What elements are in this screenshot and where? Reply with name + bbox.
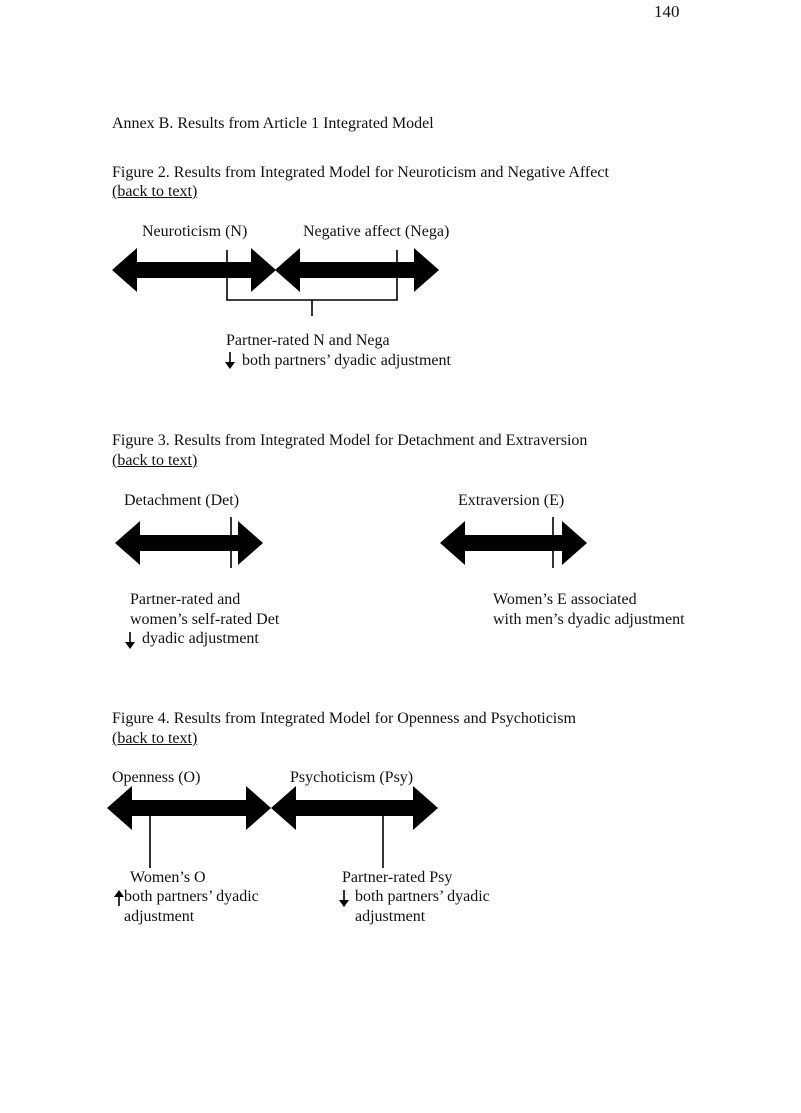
figure2-neuroticism-label: Neuroticism (N) [142, 223, 248, 240]
page-number: 140 [654, 2, 680, 21]
figure3-left-note-line3: dyadic adjustment [142, 630, 259, 647]
figure4-left-note-line3: adjustment [124, 908, 195, 925]
figure3-left-note-line2: women’s self-rated Det [130, 611, 280, 628]
figure4-right-note-line1: Partner-rated Psy [342, 869, 453, 886]
figure2-negative-affect-label: Negative affect (Nega) [303, 223, 450, 240]
figure4-openness-label: Openness (O) [112, 769, 201, 786]
figure3-back-link[interactable]: (back to text) [112, 452, 198, 469]
figure4-caption: Figure 4. Results from Integrated Model for Openness and Psychoticism [112, 710, 576, 727]
figure3-extraversion-label: Extraversion (E) [458, 492, 565, 509]
figure2-note-line1: Partner-rated N and Nega [226, 332, 390, 349]
figure3-detachment-label: Detachment (Det) [124, 492, 240, 509]
figure2-caption: Figure 2. Results from Integrated Model for Neuroticism and Negative Affect [112, 164, 609, 181]
figure4-right-note-line3: adjustment [355, 908, 426, 925]
figure3-caption: Figure 3. Results from Integrated Model for Detachment and Extraversion [112, 432, 588, 449]
figure4-down-arrow-icon [338, 890, 350, 908]
figure3-left-note-line1: Partner-rated and [130, 591, 241, 608]
figure2-back-link[interactable]: (back to text) [112, 183, 198, 200]
figure4-back-link[interactable]: (back to text) [112, 730, 198, 747]
figure4-psychoticism-arrow [271, 786, 438, 830]
annex-title: Annex B. Results from Article 1 Integrated Model [112, 115, 434, 132]
figure3-right-note-line2: with men’s dyadic adjustment [493, 611, 685, 628]
figure4-psychoticism-label: Psychoticism (Psy) [290, 769, 414, 786]
figure4-left-note-line1: Women’s O [130, 869, 206, 886]
figure4-left-note-line2: both partners’ dyadic [124, 888, 259, 905]
figure3-right-note-line1: Women’s E associated [493, 591, 637, 608]
figure2-note-line2: both partners’ dyadic adjustment [242, 352, 451, 369]
figure4-right-note-line2: both partners’ dyadic [355, 888, 490, 905]
figure4-openness-arrow [107, 786, 271, 830]
